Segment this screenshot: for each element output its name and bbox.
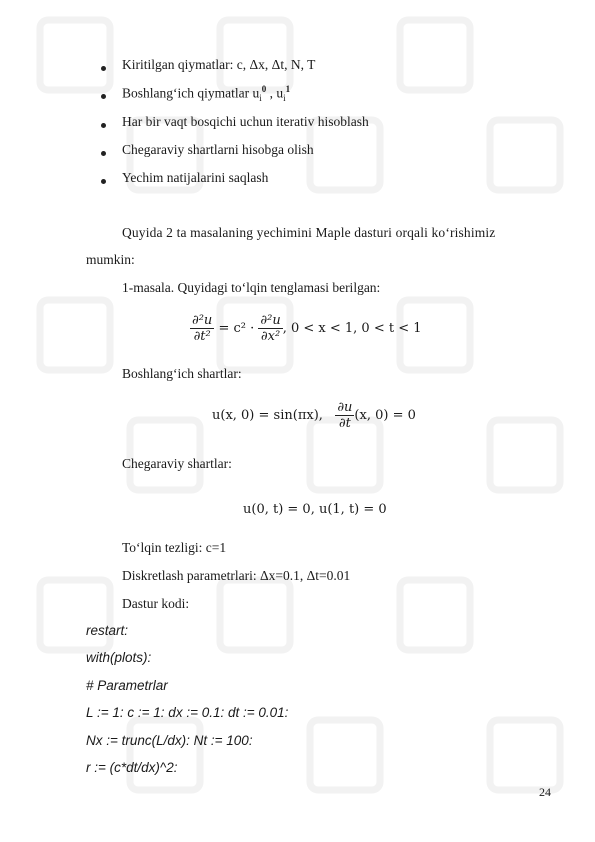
list-item-inputs: Kiritilgan qiymatlar: c, Δx, Δt, N, T [122, 57, 316, 72]
list-item-boundary: Chegaraviy shartlarni hisobga olish [122, 142, 314, 157]
wave-speed-line: To‘lqin tezligi: c=1 [122, 540, 227, 555]
code-line: restart: [86, 623, 129, 638]
bullet-dot [101, 94, 106, 99]
paragraph-intro-line2: mumkin: [86, 252, 135, 267]
bullet-dot [101, 66, 106, 71]
boundary-conditions-label: Chegaraviy shartlar: [122, 456, 232, 471]
page-number: 24 [539, 785, 551, 799]
code-line: L := 1: c := 1: dx := 0.1: dt := 0.01: [86, 705, 289, 720]
initial-conditions-equation: u(x, 0) = sin(πx), $\frac{\partial u}{\partial t}$ (x, 0) = 0 [212, 400, 416, 431]
bullet-dot [101, 179, 106, 184]
list-item-initial-values: Boshlang‘ich qiymatlar $u_i^0$ , $u_i^1$ [122, 84, 291, 104]
boundary-conditions-equation: u(0, t) = 0, u(1, t) = 0 [243, 502, 387, 517]
code-label: Dastur kodi: [122, 596, 190, 611]
list-item-iteration: Har bir vaqt bosqichi uchun iterativ hisoblash [122, 114, 369, 129]
code-line: Nx := trunc(L/dx): Nt := 100: [86, 733, 253, 748]
bullet-dot [101, 123, 106, 128]
wave-equation: $\frac{\text{∂²u}}{\text{∂t²}}$ = c² · $\frac{\text{∂²u}}{\text{∂x²}}$ , 0 < x < 1, 0 < t < 1 [192, 313, 422, 344]
paragraph-intro-line1: Quyida 2 ta masalaning yechimini Maple dasturi orqali ko‘rishimiz [122, 225, 496, 240]
discretization-line: Diskretlash parametrlari: Δx=0.1, Δt=0.01 [122, 568, 351, 583]
code-line: r := (c*dt/dx)^2: [86, 760, 178, 775]
bullet-dot [101, 151, 106, 156]
problem-statement: 1-masala. Quyidagi to‘lqin tenglamasi berilgan: [122, 280, 381, 295]
initial-conditions-label: Boshlang‘ich shartlar: [122, 366, 242, 381]
list-item-save: Yechim natijalarini saqlash [122, 170, 269, 185]
code-line: with(plots): [86, 650, 152, 665]
code-line: # Parametrlar [86, 678, 168, 693]
